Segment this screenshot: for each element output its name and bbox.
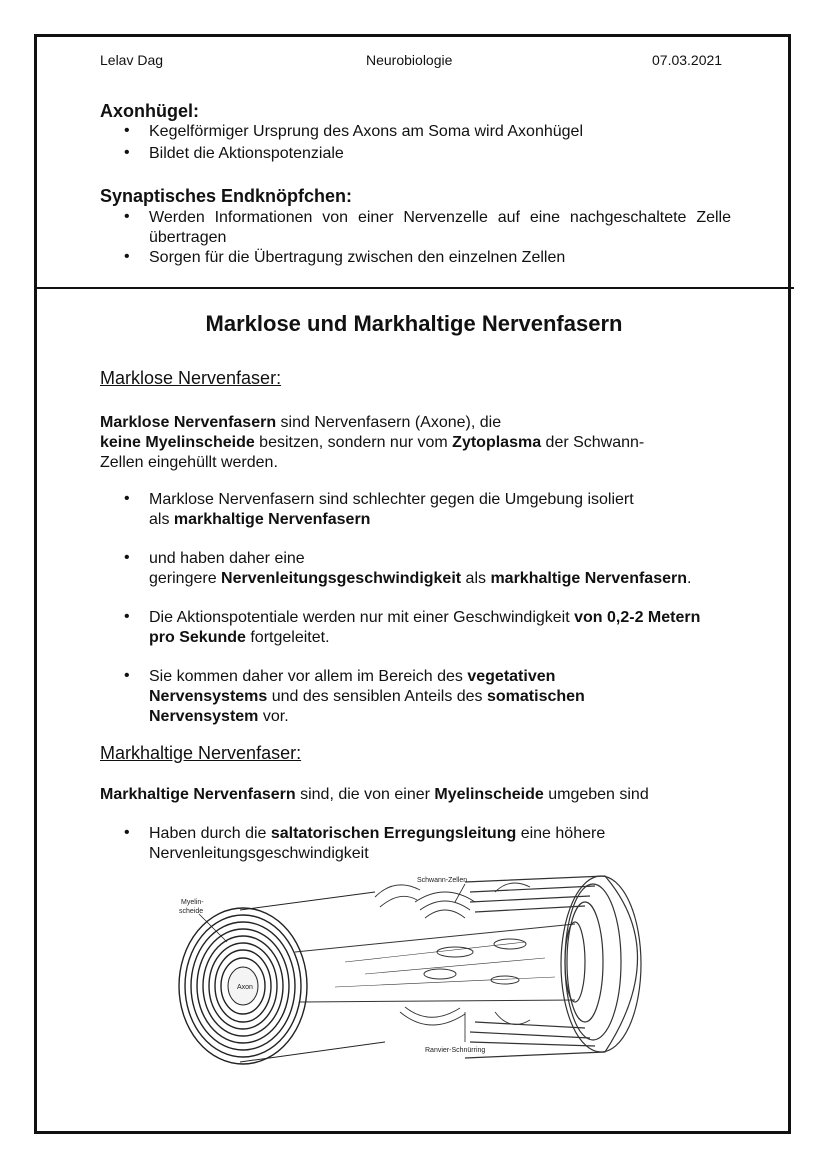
bullet-icon: • [124, 667, 130, 684]
header-author: Lelav Dag [100, 52, 164, 68]
axonhuegel-item: Kegelförmiger Ursprung des Axons am Soma wird Axonhügel [149, 123, 583, 140]
marklos-paragraph-line: Zellen eingehüllt werden. [100, 454, 278, 471]
schwann-cell-folds [375, 883, 530, 1025]
bullet-icon: • [124, 248, 130, 265]
label-ranvier: Ranvier-Schnürring [425, 1047, 486, 1054]
bullet-icon: • [124, 549, 130, 566]
marklos-bullet-line: Nervensystem vor. [149, 708, 289, 725]
marklos-subheading: Marklose Nervenfaser: [100, 368, 282, 388]
bullet-icon: • [124, 122, 130, 139]
marklos-bullet-line: pro Sekunde fortgeleitet. [149, 629, 330, 646]
endknoepfchen-item-line: übertragen [149, 229, 227, 246]
axonhuegel-item: Bildet die Aktionspotenziale [149, 145, 344, 162]
markhaltig-bullet-line: Haben durch die saltatorischen Erregungsleitung eine höhere [149, 825, 606, 842]
marklos-bullet-line: Sie kommen daher vor allem im Bereich des vegetativen [149, 668, 556, 685]
label-axon: Axon [237, 984, 253, 991]
marklos-bullet-line: und haben daher eine [149, 550, 305, 567]
endknoepfchen-item-line: Werden Informationen von einer Nervenzelle auf eine nachgeschaltete Zelle [149, 209, 731, 226]
myelin-cylinder-left [179, 892, 385, 1064]
marklos-bullet-line: Die Aktionspotentiale werden nur mit einer Geschwindigkeit von 0,2-2 Metern [149, 609, 701, 626]
nerve-fiber-figure [165, 862, 665, 1082]
bullet-icon: • [124, 490, 130, 507]
bullet-icon: • [124, 144, 130, 161]
label-myelin-1: Myelin- [181, 899, 204, 906]
marklos-bullet-line: als markhaltige Nervenfasern [149, 511, 371, 528]
marklos-bullet-line: Nervensystems und des sensiblen Anteils des somatischen [149, 688, 585, 705]
marklos-bullet-line: geringere Nervenleitungsgeschwindigkeit als markhaltige Nervenfasern. [149, 570, 692, 587]
label-myelin-2: scheide [179, 908, 204, 915]
endknoepfchen-item: Sorgen für die Übertragung zwischen den einzelnen Zellen [149, 249, 566, 266]
header-date: 07.03.2021 [652, 52, 723, 68]
axonhuegel-heading: Axonhügel: [100, 101, 199, 121]
marklos-paragraph-line: keine Myelinscheide besitzen, sondern nur vom Zytoplasma der Schwann- [100, 434, 645, 451]
bullet-icon: • [124, 608, 130, 625]
myelin-cylinder-right [465, 876, 641, 1058]
bullet-icon: • [124, 208, 130, 225]
label-schwann: Schwann-Zellen [417, 877, 468, 884]
section-divider [34, 287, 794, 289]
myelin-leader-line [199, 914, 227, 942]
marklos-bullet-line: Marklose Nervenfasern sind schlechter gegen die Umgebung isoliert [149, 491, 634, 508]
header-subject: Neurobiologie [366, 52, 453, 68]
marklos-paragraph-line: Marklose Nervenfasern sind Nervenfasern (Axone), die [100, 414, 502, 431]
markhaltig-paragraph: Markhaltige Nervenfasern sind, die von einer Myelinscheide umgeben sind [100, 786, 649, 803]
page-title: Marklose und Markhaltige Nervenfasern [205, 311, 623, 336]
markhaltig-subheading: Markhaltige Nervenfaser: [100, 743, 302, 763]
bullet-icon: • [124, 824, 130, 841]
markhaltig-bullet-line: Nervenleitungsgeschwindigkeit [149, 845, 369, 862]
endknoepfchen-heading: Synaptisches Endknöpfchen: [100, 186, 353, 206]
axon-body [295, 924, 575, 1002]
